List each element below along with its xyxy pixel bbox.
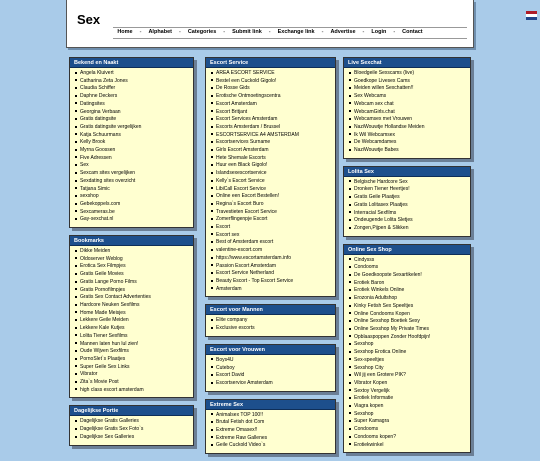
link-item[interactable]: Sexshop Erotica Online: [349, 349, 467, 357]
link-item[interactable]: Online Condooms Kopen: [349, 311, 467, 319]
link-item[interactable]: Claudia Schiffer: [75, 85, 190, 93]
link-item[interactable]: Datingsites: [75, 101, 190, 109]
site-title[interactable]: Sex: [77, 12, 101, 27]
link-item[interactable]: Sextoy Vergelijk: [349, 388, 467, 396]
link-item[interactable]: Sexshop City: [349, 365, 467, 373]
link-item[interactable]: Angela Kluivert: [75, 70, 190, 78]
link-list: [344, 177, 470, 236]
link-item[interactable]: Sex: [75, 162, 190, 170]
link-item[interactable]: Meiden willen Sexchatten!!: [349, 85, 467, 93]
link-item[interactable]: Escort Service Netherland: [211, 270, 332, 278]
link-item[interactable]: Vibrator: [75, 371, 190, 379]
link-item[interactable]: Kelly Brook: [75, 139, 190, 147]
link-item[interactable]: Ondeugende Lolita Sletjes: [349, 217, 467, 225]
nav-advertise[interactable]: Advertise: [330, 29, 356, 35]
link-list: [344, 68, 470, 158]
link-item[interactable]: Tatjana Simic: [75, 186, 190, 194]
link-item[interactable]: Sex-speeltjes: [349, 357, 467, 365]
link-item[interactable]: Wil jij een Grotere PIK?: [349, 372, 467, 380]
link-item[interactable]: Best of Amsterdam escort: [211, 239, 332, 247]
category-box-live-sexchat: [343, 57, 471, 159]
link-item[interactable]: Escorts Amsterdam / Brussel: [211, 124, 332, 132]
link-item[interactable]: Condooms kopen?: [349, 434, 467, 442]
link-item[interactable]: Hete Shemale Escorts: [211, 155, 332, 163]
link-item[interactable]: Oude Wijven Sexfilms: [75, 348, 190, 356]
link-item[interactable]: Super Kamagra: [349, 418, 467, 426]
nav-contact[interactable]: Contact: [402, 29, 423, 35]
category-box-escort-service: [205, 57, 336, 297]
link-item[interactable]: LibiCall Escort Service: [211, 186, 332, 194]
link-item[interactable]: Escortservices Surname: [211, 139, 332, 147]
link-item[interactable]: Extreme Raw Gallenes: [211, 435, 332, 443]
link-item[interactable]: Home Made Meisjes: [75, 310, 190, 318]
link-list: [206, 315, 335, 335]
link-item[interactable]: Amsterdam: [211, 286, 332, 294]
category-title[interactable]: Bekend en Naakt: [70, 58, 193, 68]
link-list: [206, 68, 335, 296]
link-item[interactable]: Gratis Lolitasex Plaatjes: [349, 202, 467, 210]
link-item[interactable]: Belgische Hardcore Sex: [349, 179, 467, 187]
link-item[interactable]: Boys4U: [211, 357, 332, 365]
link-item[interactable]: Gratis datingsite: [75, 116, 190, 124]
link-list: [206, 410, 335, 454]
nav-exchange-link[interactable]: Exchange link: [277, 29, 315, 35]
link-item[interactable]: Sexshop: [349, 341, 467, 349]
header-divider-top: [113, 27, 467, 28]
link-item[interactable]: NaziWouwtje Babes: [349, 147, 467, 155]
link-item[interactable]: AREA ESCORT SERVICE: [211, 70, 332, 78]
link-item[interactable]: Gratis Geile Plaatjes: [349, 194, 467, 202]
link-item[interactable]: Erotiek Informatie: [349, 395, 467, 403]
link-item[interactable]: Escort David: [211, 372, 332, 380]
link-item[interactable]: Kelly`s Escort Service: [211, 178, 332, 186]
category-box-escort-voor-vrouwen: [205, 344, 336, 392]
link-item[interactable]: Zongen,Pijpen & Slikken: [349, 225, 467, 233]
link-item[interactable]: Online een Escort Bestellen!: [211, 193, 332, 201]
link-item[interactable]: Exclusive escorts: [211, 325, 332, 333]
link-item[interactable]: Cuteboy: [211, 365, 332, 373]
link-list: [70, 246, 193, 397]
link-list: [344, 255, 470, 453]
link-item[interactable]: Georgina Verbaan: [75, 109, 190, 117]
link-item[interactable]: De Rosse Gids: [211, 85, 332, 93]
link-item[interactable]: Sex Webcams: [349, 93, 467, 101]
link-item[interactable]: Dagelijkse Sex Galleries: [75, 434, 190, 442]
link-item[interactable]: Gebekoppels.com: [75, 201, 190, 209]
link-item[interactable]: Five Adressen: [75, 155, 190, 163]
link-item[interactable]: NaziWouwtje Hollandse Meiden: [349, 124, 467, 132]
link-item[interactable]: Bloedgeile Sexscams (live): [349, 70, 467, 78]
link-item[interactable]: Online Sexshop My Private Times: [349, 326, 467, 334]
left-column: [69, 57, 194, 453]
link-item[interactable]: Gratis datingsite vergelijken: [75, 124, 190, 132]
link-item[interactable]: Elite company: [211, 317, 332, 325]
link-item[interactable]: De Webcamdames: [349, 139, 467, 147]
link-item[interactable]: Erotiek Baron: [349, 280, 467, 288]
link-item[interactable]: Erozonia Adultshop: [349, 295, 467, 303]
main-nav: Home - Alphabet - Categories - Submit link - Exchange link - Advertise - Login - Contact: [117, 29, 423, 35]
link-item[interactable]: PornoSlet`s Plaatjes: [75, 356, 190, 364]
link-item[interactable]: Zita`s Movie Post: [75, 379, 190, 387]
link-item[interactable]: Erotiekwinkel: [349, 442, 467, 450]
link-item[interactable]: Daphne Deckers: [75, 93, 190, 101]
link-item[interactable]: Dronken Tiener Heertjes!: [349, 186, 467, 194]
category-title[interactable]: Escort voor Mannen: [206, 305, 335, 315]
category-box-extreme-sex: [205, 399, 336, 455]
link-item[interactable]: Myrna Goossen: [75, 147, 190, 155]
link-item[interactable]: Webcam sex chat: [349, 101, 467, 109]
link-item[interactable]: Online Sexshop Boetiek Sexy: [349, 318, 467, 326]
link-item[interactable]: Escort Amsterdam: [211, 101, 332, 109]
link-item[interactable]: Regina`s Escort Buro: [211, 201, 332, 209]
nav-categories[interactable]: Categories: [187, 29, 217, 35]
link-item[interactable]: valentine-escort.com: [211, 247, 332, 255]
link-item[interactable]: https://www.escortamsterdam.info: [211, 255, 332, 263]
link-item[interactable]: Escortservice Amsterdam: [211, 380, 332, 388]
link-item[interactable]: Gratis Sex Contact Advertenties: [75, 294, 190, 302]
link-item[interactable]: Islandsexescortservice: [211, 170, 332, 178]
nav-home[interactable]: Home: [117, 29, 133, 35]
link-item[interactable]: Opblaaspoppen Zonder Hoofdpijn!: [349, 334, 467, 342]
link-item[interactable]: Ik Wil Webcamsex: [349, 132, 467, 140]
link-item[interactable]: Escort Britjant: [211, 109, 332, 117]
category-title[interactable]: Extreme Sex: [206, 400, 335, 410]
link-item[interactable]: Dagelijkse Gratis Galleries: [75, 418, 190, 426]
category-title[interactable]: Bookmarks: [70, 236, 193, 246]
link-item[interactable]: Super Geile Sex Links: [75, 364, 190, 372]
link-item[interactable]: Vibrator Kopen: [349, 380, 467, 388]
link-item[interactable]: Travestieten Escort Service: [211, 209, 332, 217]
link-item[interactable]: Lolita Tiener Sexfilms: [75, 333, 190, 341]
category-title[interactable]: Online Sex Shop: [344, 245, 470, 255]
link-item[interactable]: Catharina Zeta Jones: [75, 78, 190, 86]
link-item[interactable]: Lekkere Kale Kutjes: [75, 325, 190, 333]
link-item[interactable]: Geile Cuckold Video`s: [211, 442, 332, 450]
link-item[interactable]: Webcamsex met Vrouwen: [349, 116, 467, 124]
link-item[interactable]: Erotische Ontmoetingscentra: [211, 93, 332, 101]
header-divider-bottom: [113, 38, 467, 39]
link-item[interactable]: Sexcameras.be: [75, 209, 190, 217]
link-item[interactable]: Condooms: [349, 426, 467, 434]
link-item[interactable]: Hardcore Neuken Sexfilms: [75, 302, 190, 310]
link-item[interactable]: Escort: [211, 224, 332, 232]
link-item[interactable]: Goedkope Livesex Cams: [349, 78, 467, 86]
middle-column: [205, 57, 336, 461]
link-item[interactable]: Gratis Lange Porno Films: [75, 279, 190, 287]
link-item[interactable]: Gratis Geile Movies: [75, 271, 190, 279]
link-item[interactable]: De Goedkoopste Sexartikelen!: [349, 272, 467, 280]
link-item[interactable]: Katja Schuurmans: [75, 132, 190, 140]
link-item[interactable]: high class escort amsterdam: [75, 387, 190, 395]
link-item[interactable]: Extreme Omasex!!: [211, 427, 332, 435]
link-item[interactable]: Passion Escort Amsterdam: [211, 263, 332, 271]
link-item[interactable]: Animalsex TOP 100!!: [211, 412, 332, 420]
link-item[interactable]: Dagelijkse Gratis Sex Foto`s: [75, 426, 190, 434]
category-box-bookmarks: [69, 235, 194, 398]
link-item[interactable]: Erotica Sex Filmpjes: [75, 263, 190, 271]
link-item[interactable]: Kinky Fetish Sex Speeltjes: [349, 303, 467, 311]
nav-alphabet[interactable]: Alphabet: [148, 29, 172, 35]
link-item[interactable]: sexshop: [75, 193, 190, 201]
link-item[interactable]: WebcamGirls.chat: [349, 109, 467, 117]
link-item[interactable]: Condooms: [349, 264, 467, 272]
category-title[interactable]: Dagelijkse Portie: [70, 406, 193, 416]
link-item[interactable]: Gay-sexchat.nl: [75, 216, 190, 224]
category-box-online-sex-shop: [343, 244, 471, 454]
link-item[interactable]: Huur een Black Gigolo!: [211, 162, 332, 170]
link-item[interactable]: Brutal Fetish dot Com: [211, 419, 332, 427]
category-title[interactable]: Escort Service: [206, 58, 335, 68]
right-column: [343, 57, 471, 460]
nav-submit-link[interactable]: Submit link: [232, 29, 262, 35]
link-item[interactable]: Mannen laten hun lul zien!: [75, 341, 190, 349]
link-item[interactable]: Viagra kopen: [349, 403, 467, 411]
link-item[interactable]: Sexshop: [349, 411, 467, 419]
link-item[interactable]: ESCORTSERVICE A4 AMSTERDAM: [211, 132, 332, 140]
link-list: [70, 68, 193, 227]
nav-login[interactable]: Login: [371, 29, 387, 35]
category-box-lolita-sex: [343, 166, 471, 237]
link-item[interactable]: Oldoserver Weblog: [75, 256, 190, 264]
link-item[interactable]: Girls Escort Amsterdam: [211, 147, 332, 155]
link-item[interactable]: Cindysss: [349, 257, 467, 265]
link-item[interactable]: Bestel een Cuckold Gigolo!: [211, 78, 332, 86]
link-item[interactable]: Escort sex: [211, 232, 332, 240]
category-title[interactable]: Live Sexchat: [344, 58, 470, 68]
link-item[interactable]: Sexcam sites vergelijken: [75, 170, 190, 178]
category-box-bekend-en-naakt: [69, 57, 194, 228]
dutch-flag-icon[interactable]: [526, 11, 537, 20]
link-item[interactable]: Sexdating sites overzicht: [75, 178, 190, 186]
category-box-dagelijkse-portie: [69, 405, 194, 445]
link-item[interactable]: Gratis Pornofilmpjes: [75, 287, 190, 295]
link-item[interactable]: Interracial Sexfilms: [349, 210, 467, 218]
link-item[interactable]: Dikke Meiden: [75, 248, 190, 256]
category-title[interactable]: Escort voor Vrouwen: [206, 345, 335, 355]
link-item[interactable]: Zomerflingenpje Escort: [211, 216, 332, 224]
category-title[interactable]: Lolita Sex: [344, 167, 470, 177]
link-item[interactable]: Lekkere Geile Meiden: [75, 317, 190, 325]
link-item[interactable]: Erotiek Winkels Online: [349, 287, 467, 295]
link-list: [70, 416, 193, 444]
category-box-escort-voor-mannen: [205, 304, 336, 336]
link-item[interactable]: Beauty Escort - Top Escort Service: [211, 278, 332, 286]
header-panel: [66, 0, 474, 48]
link-list: [206, 355, 335, 391]
link-item[interactable]: Escort Services Amsterdam: [211, 116, 332, 124]
